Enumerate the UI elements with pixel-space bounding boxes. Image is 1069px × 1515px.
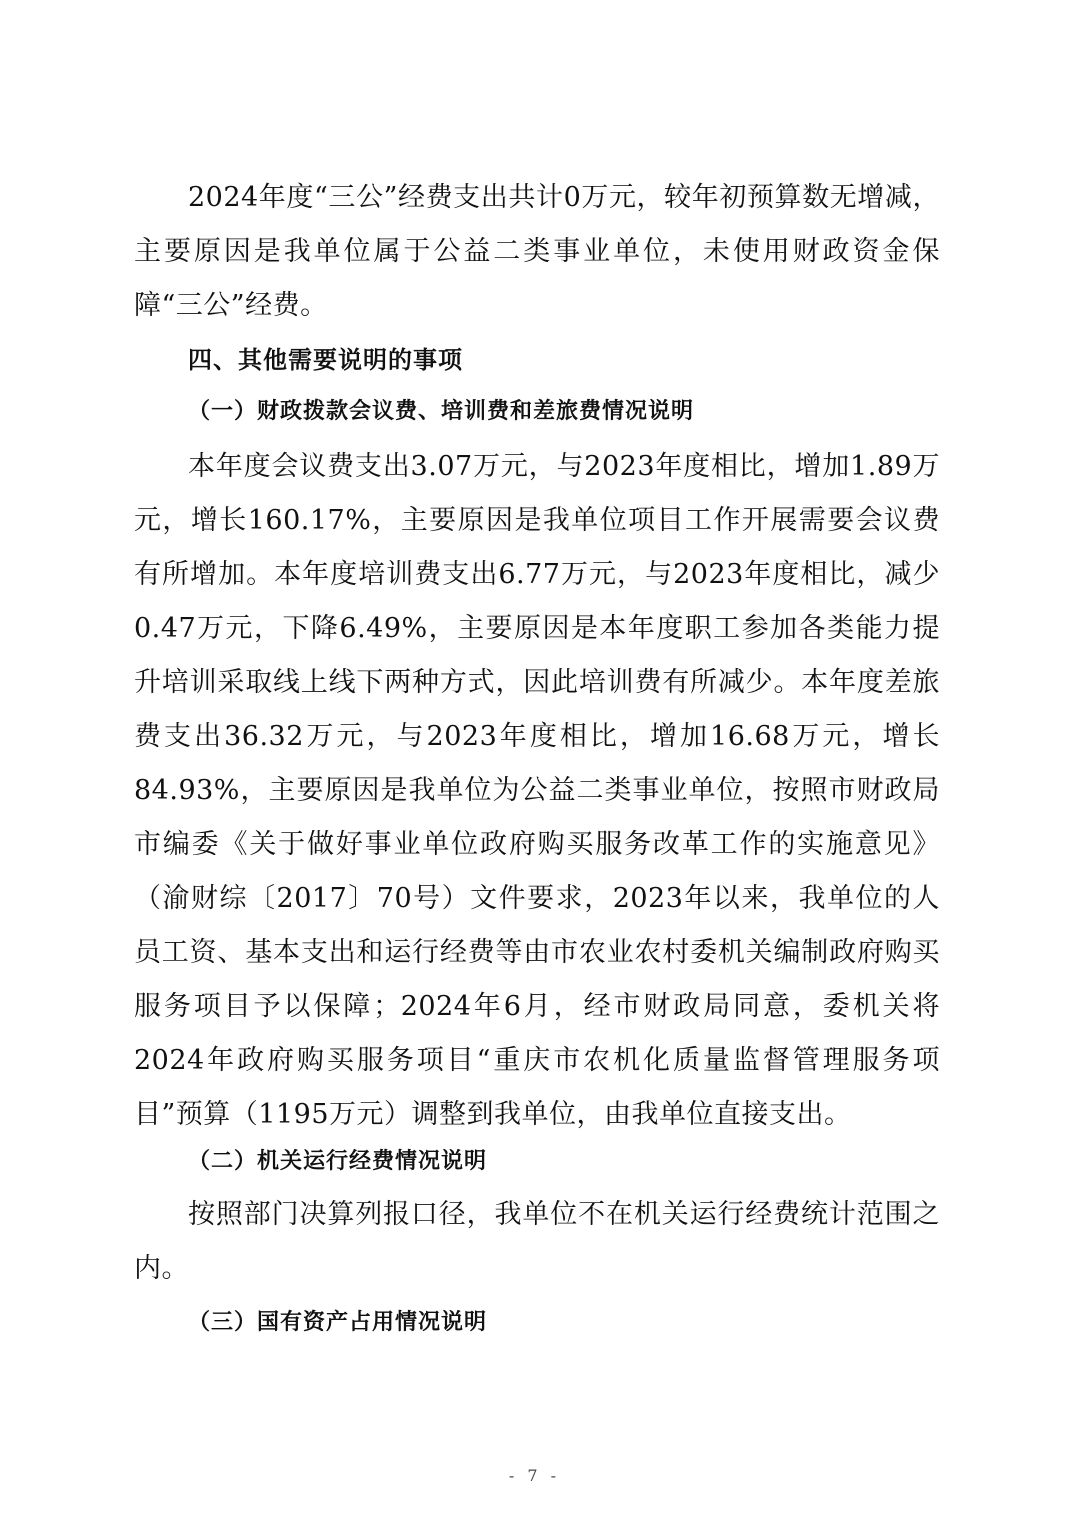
section-heading-other-matters: 四、其他需要说明的事项 (188, 346, 463, 374)
subheading-meeting-training-travel: （一）财政拨款会议费、培训费和差旅费情况说明 (188, 399, 695, 424)
paragraph-operating-expenses: 按照部门决算列报口径，我单位不在机关运行经费统计范围之内。 (134, 1199, 940, 1284)
subheading-operating-expenses: （二）机关运行经费情况说明 (188, 1149, 488, 1174)
page-number: - 7 - (508, 1466, 561, 1485)
paragraph-three-public-expenses: 2024年度“三公”经费支出共计0万元，较年初预算数无增减，主要原因是我单位属于公益二类事业单位，未使用财政资金保障“三公”经费。 (134, 182, 940, 321)
subheading-state-assets: （三）国有资产占用情况说明 (188, 1310, 488, 1335)
paragraph-meeting-training-travel: 本年度会议费支出3.07万元，与2023年度相比，增加1.89万元，增长160.17%，主要原因是我单位项目工作开展需要会议费有所增加。本年度培训费支出6.77万元，与2023年度相比，减少0.47万元，下降6.49%，主要原因是本年度职工参加各类能力提升培训采取线上线下两种方式，因此培训费有所减少。本年度差旅费支出36.32万元，与2023年度相比，增加16.68万元，增长84.93%，主要原因是我单位为公益二类事业单位，按照市财政局市编委《关于做好事业单位政府购买服务改革工作的实施意见》（渝财综〔2017〕70号）文件要求，2023年以来，我单位的人员工资、基本支出和运行经费等由市农业农村委机关编制政府购买服务项目予以保障；2024年6月，经市财政局同意，委机关将2024年政府购买服务项目“重庆市农机化质量监督管理服务项目”预算（1195万元）调整到我单位，由我单位直接支出。 (134, 451, 940, 1130)
